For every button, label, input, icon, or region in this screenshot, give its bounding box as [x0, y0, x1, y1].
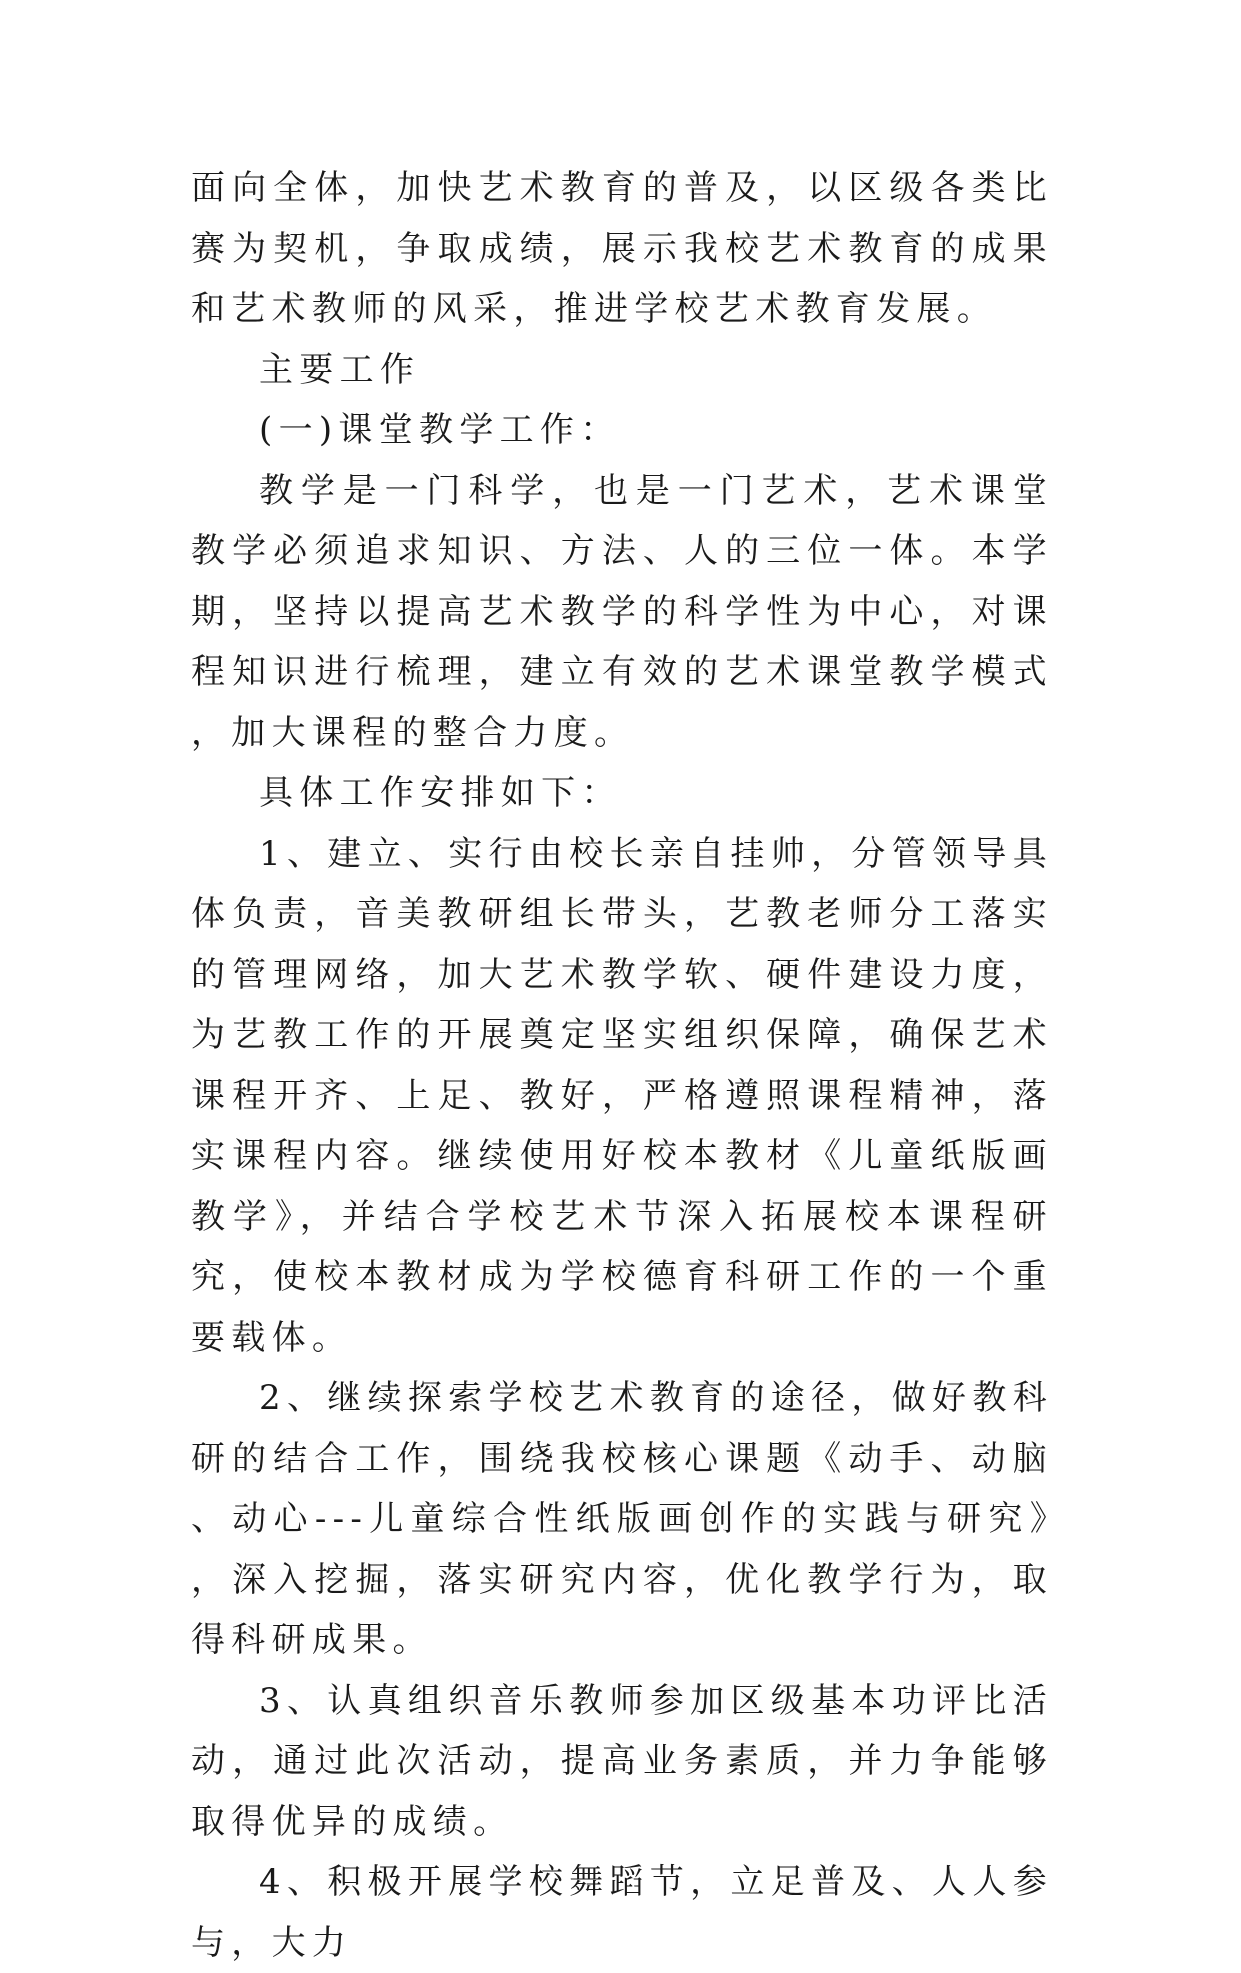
document-body — [191, 158, 1053, 1973]
heading-classroom-teaching: (一)课堂教学工作： — [259, 410, 621, 450]
paragraph-intro: 面向全体，加快艺术教育的普及，以区级各类比赛为契机，争取成绩，展示我校艺术教育的成果和艺术教师的风采，推进学校艺术教育发展。 — [191, 168, 1053, 329]
paragraph-item-3: 3、认真组织音乐教师参加区级基本功评比活动，通过此次活动，提高业务素质，并力争能够取得优异的成绩。 — [191, 1680, 1053, 1842]
paragraph-item-1: 1、建立、实行由校长亲自挂帅，分管领导具体负责，音美教研组长带头，艺教老师分工落实的管理网络，加大艺术教学软、硬件建设力度，为艺教工作的开展奠定坚实组织保障，确保艺术课程开齐、上足、教好，严格遵照课程精神，落实课程内容。继续使用好校本教材《儿童纸版画教学》，并结合学校艺术节深入拓展校本课程研究，使校本教材成为学校德育科研工作的一个重要载体。 — [191, 833, 1053, 1358]
paragraph-teaching-science-art: 教学是一门科学，也是一门艺术，艺术课堂教学必须追求知识、方法、人的三位一体。本学期，坚持以提高艺术教学的科学性为中心，对课程知识进行梳理，建立有效的艺术课堂教学模式，加大课程的整合力度。 — [191, 470, 1053, 753]
paragraph-item-2: 2、继续探索学校艺术教育的途径，做好教科研的结合工作，围绕我校核心课题《动手、动脑、动心---儿童综合性纸版画创作的实践与研究》，深入挖掘，落实研究内容，优化教学行为，取得科研成果。 — [191, 1378, 1053, 1660]
heading-work-arrangement: 具体工作安排如下： — [259, 773, 622, 813]
paragraph-item-4: 4、积极开展学校舞蹈节，立足普及、人人参与，大力 — [191, 1862, 1053, 1963]
heading-main-work: 主要工作 — [259, 349, 421, 390]
